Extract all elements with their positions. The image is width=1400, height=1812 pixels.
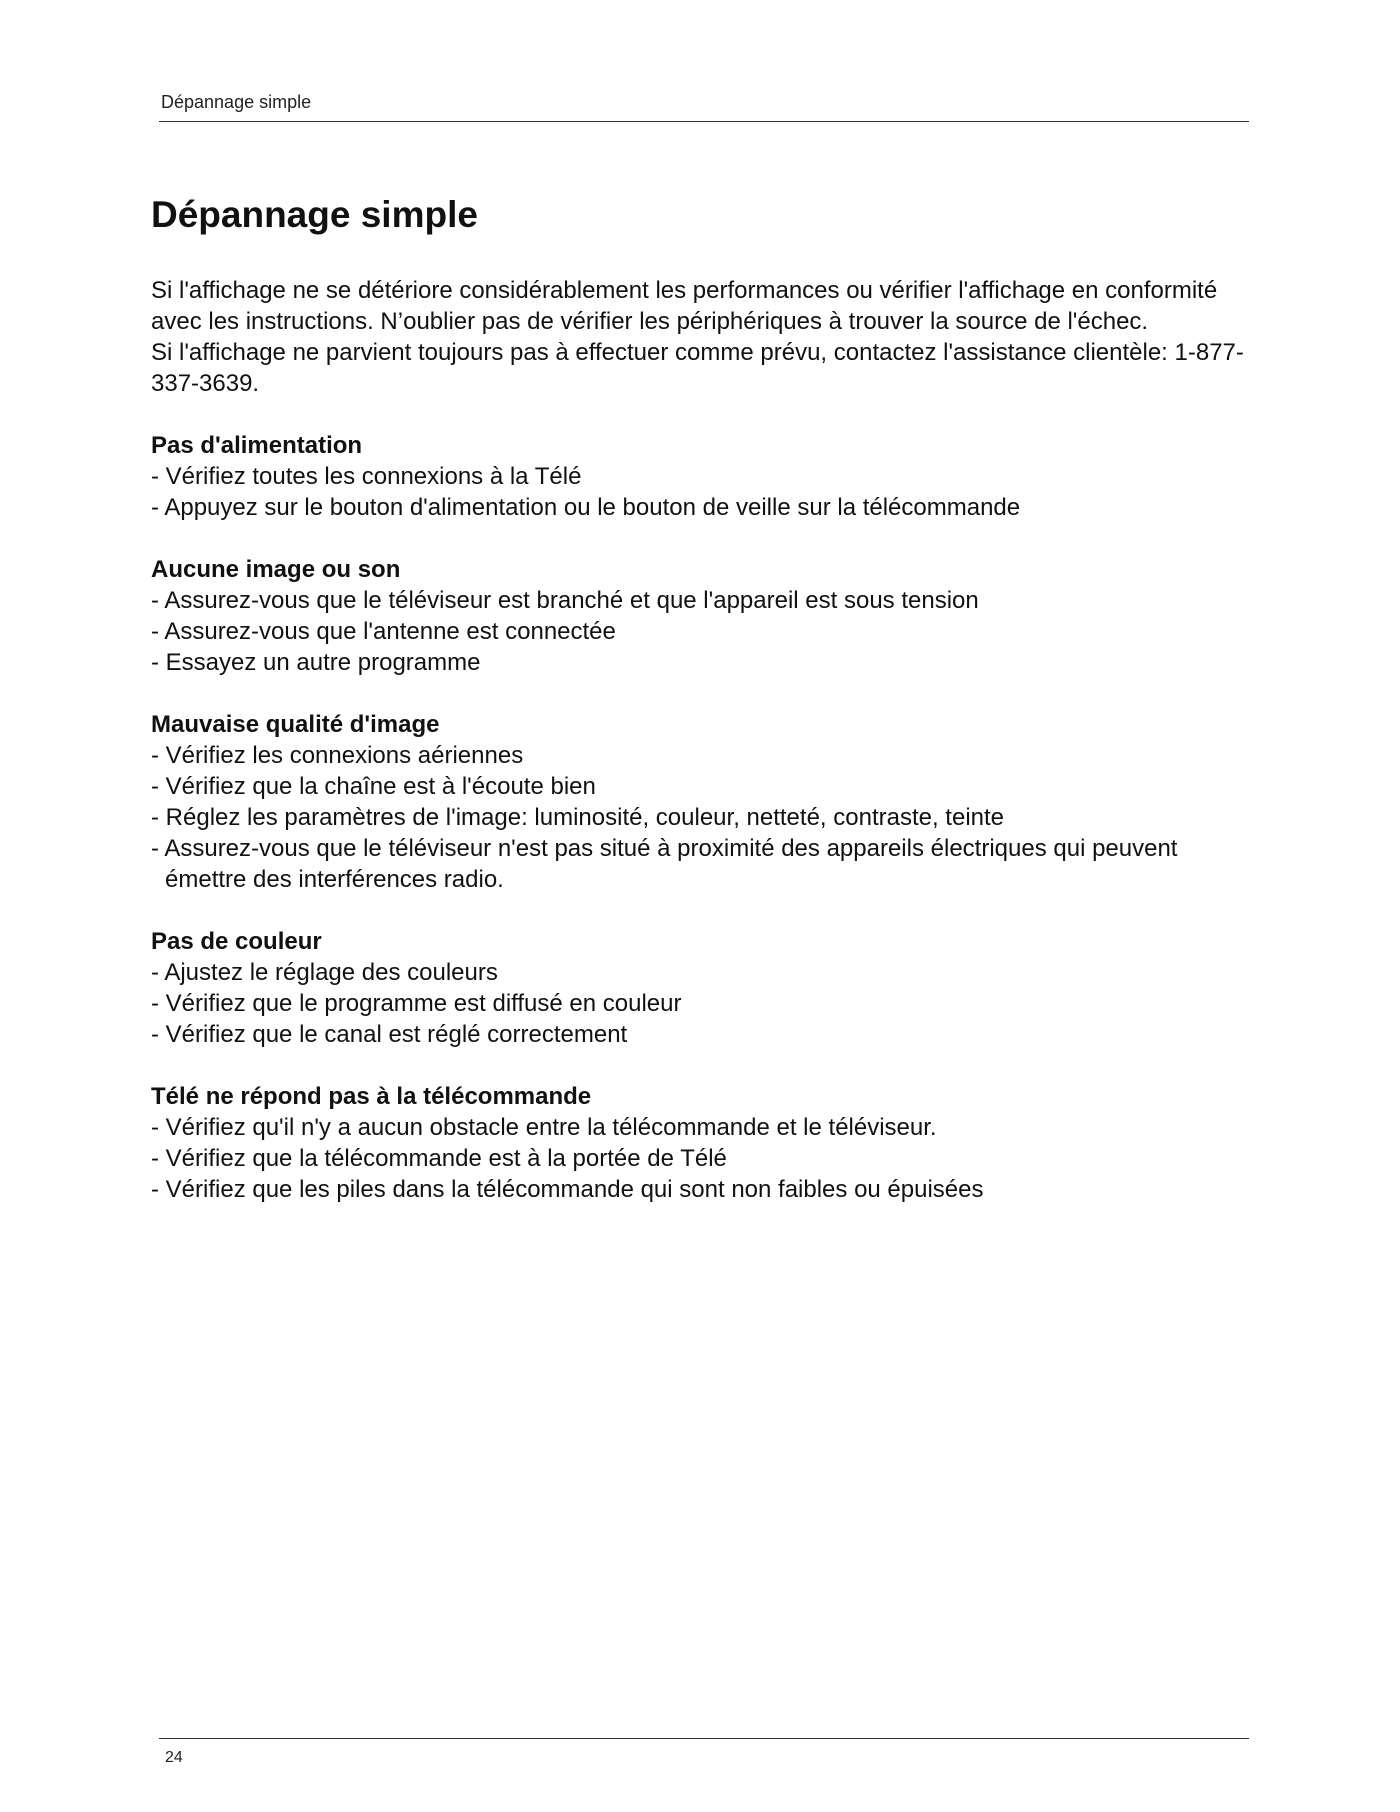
list-item: - Essayez un autre programme	[151, 649, 481, 676]
section-list	[151, 585, 1261, 678]
section-heading: Aucune image ou son	[151, 556, 401, 583]
list-item: - Vérifiez que la chaîne est à l'écoute bien	[151, 773, 596, 800]
footer-rule	[159, 1738, 1249, 1739]
section-mauvaise-qualite-d-image	[151, 709, 1261, 895]
page-content	[151, 190, 1261, 1205]
list-item: - Appuyez sur le bouton d'alimentation ou le bouton de veille sur la télécommande	[151, 494, 1021, 521]
intro-text: Si l'affichage ne se détériore considérablement les performances ou vérifier l'affichage en conformité avec les instructions. N’oublier pas de vérifier les périphériques à trouver la source de l'échec.	[151, 277, 1218, 335]
section-tele-ne-repond-pas	[151, 1081, 1261, 1205]
section-pas-de-couleur	[151, 926, 1261, 1050]
running-header: Dépannage simple	[161, 92, 312, 112]
list-item: - Réglez les paramètres de l'image: luminosité, couleur, netteté, contraste, teinte	[151, 804, 1005, 831]
intro-paragraph	[151, 275, 1261, 399]
list-item: - Vérifiez que le programme est diffusé en couleur	[151, 990, 682, 1017]
section-list	[151, 740, 1261, 895]
header-rule	[159, 121, 1249, 122]
section-heading: Pas d'alimentation	[151, 432, 363, 459]
list-item: - Assurez-vous que le téléviseur est branché et que l'appareil est sous tension	[151, 587, 979, 614]
list-item: - Assurez-vous que l'antenne est connectée	[151, 618, 616, 645]
list-item: - Vérifiez que la télécommande est à la portée de Télé	[151, 1145, 727, 1172]
list-item: - Assurez-vous que le téléviseur n'est pas situé à proximité des appareils électriques qui peuvent émettre des interférences radio.	[151, 835, 1178, 893]
section-list	[151, 1112, 1261, 1205]
page-title: Dépannage simple	[151, 194, 478, 235]
page-number: 24	[165, 1749, 183, 1766]
section-list	[151, 461, 1261, 523]
list-item: - Vérifiez que le canal est réglé correctement	[151, 1021, 628, 1048]
section-pas-d-alimentation	[151, 430, 1261, 523]
list-item: - Vérifiez qu'il n'y a aucun obstacle entre la télécommande et le téléviseur.	[151, 1114, 937, 1141]
list-item: - Vérifiez toutes les connexions à la Télé	[151, 463, 582, 490]
section-heading: Mauvaise qualité d'image	[151, 711, 440, 738]
section-heading: Télé ne répond pas à la télécommande	[151, 1083, 592, 1110]
section-heading: Pas de couleur	[151, 928, 322, 955]
intro-text: Si l'affichage ne parvient toujours pas à effectuer comme prévu, contactez l'assistance clientèle: 1-877-337-3639.	[151, 339, 1244, 397]
section-list	[151, 957, 1261, 1050]
list-item: - Ajustez le réglage des couleurs	[151, 959, 498, 986]
list-item: - Vérifiez que les piles dans la télécommande qui sont non faibles ou épuisées	[151, 1176, 984, 1203]
list-item: - Vérifiez les connexions aériennes	[151, 742, 524, 769]
section-aucune-image-ou-son	[151, 554, 1261, 678]
